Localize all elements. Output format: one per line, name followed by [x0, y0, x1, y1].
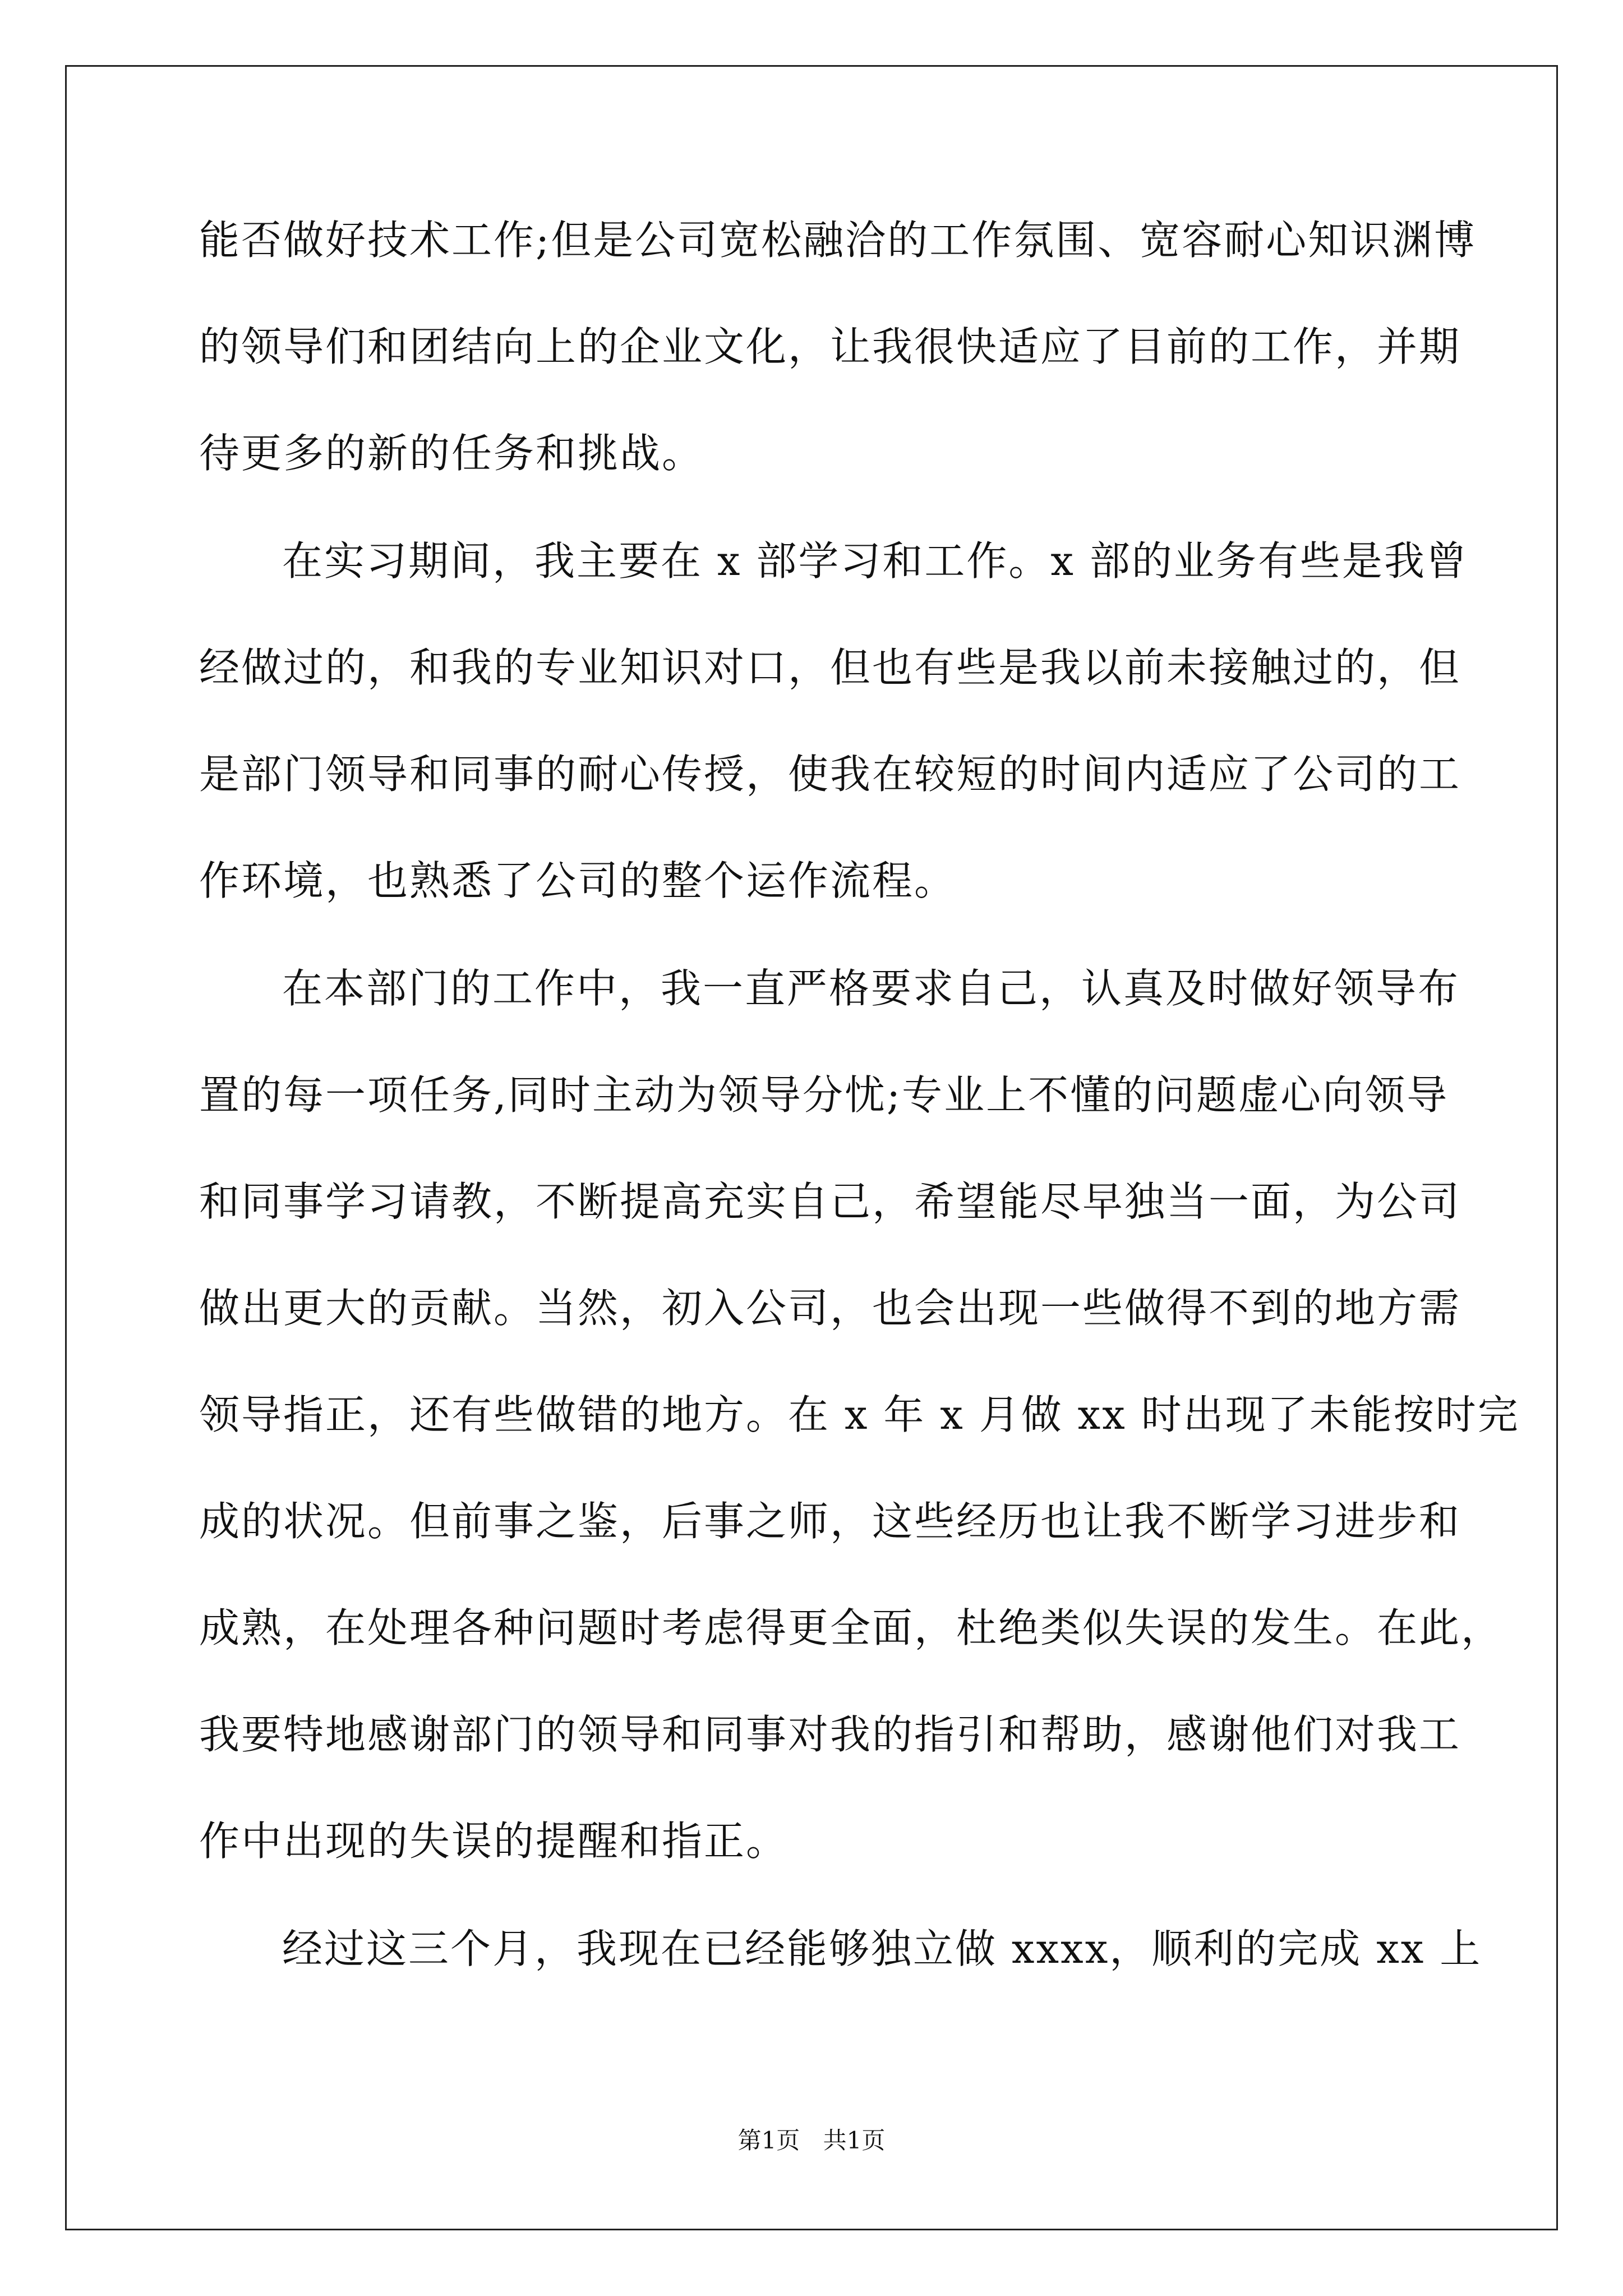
page-number: 第1页	[737, 2127, 800, 2154]
body-line: 待更多的新的任务和挑战。	[199, 430, 704, 477]
body-line: 置的每一项任务,同时主动为领导分忧;专业上不懂的问题虚心向领导	[199, 1071, 1449, 1119]
body-line: 能否做好技术工作;但是公司宽松融洽的工作氛围、宽容耐心知识渊博	[199, 217, 1477, 264]
body-line: 作环境，也熟悉了公司的整个运作流程。	[199, 857, 957, 904]
body-line: 是部门领导和同事的耐心传授，使我在较短的时间内适应了公司的工	[199, 751, 1461, 798]
page-footer	[0, 2125, 1623, 2156]
body-line: 和同事学习请教，不断提高充实自己，希望能尽早独当一面，为公司	[199, 1178, 1461, 1225]
body-line: 我要特地感谢部门的领导和同事对我的指引和帮助，感谢他们对我工	[199, 1711, 1461, 1758]
page-border	[65, 65, 1558, 2230]
paragraph-first-line: 经过这三个月，我现在已经能够独立做 xxxx，顺利的完成 xx 上	[282, 1925, 1482, 1972]
paragraph-first-line: 在本部门的工作中，我一直严格要求自己，认真及时做好领导布	[282, 965, 1460, 1012]
body-line: 作中出现的失误的提醒和指正。	[199, 1818, 789, 1865]
body-line: 成熟，在处理各种问题时考虑得更全面，杜绝类似失误的发生。在此，	[199, 1604, 1504, 1651]
body-line: 的领导们和团结向上的企业文化，让我很快适应了目前的工作，并期	[199, 323, 1461, 370]
body-line: 成的状况。但前事之鉴，后事之师，这些经历也让我不断学习进步和	[199, 1498, 1461, 1545]
body-line: 领导指正，还有些做错的地方。在 x 年 x 月做 xx 时出现了未能按时完	[199, 1391, 1520, 1438]
page-total: 共1页	[823, 2127, 886, 2154]
body-line: 经做过的，和我的专业知识对口，但也有些是我以前未接触过的，但	[199, 644, 1461, 691]
paragraph-first-line: 在实习期间，我主要在 x 部学习和工作。x 部的业务有些是我曾	[282, 537, 1468, 585]
body-line: 做出更大的贡献。当然，初入公司，也会出现一些做得不到的地方需	[199, 1285, 1461, 1332]
